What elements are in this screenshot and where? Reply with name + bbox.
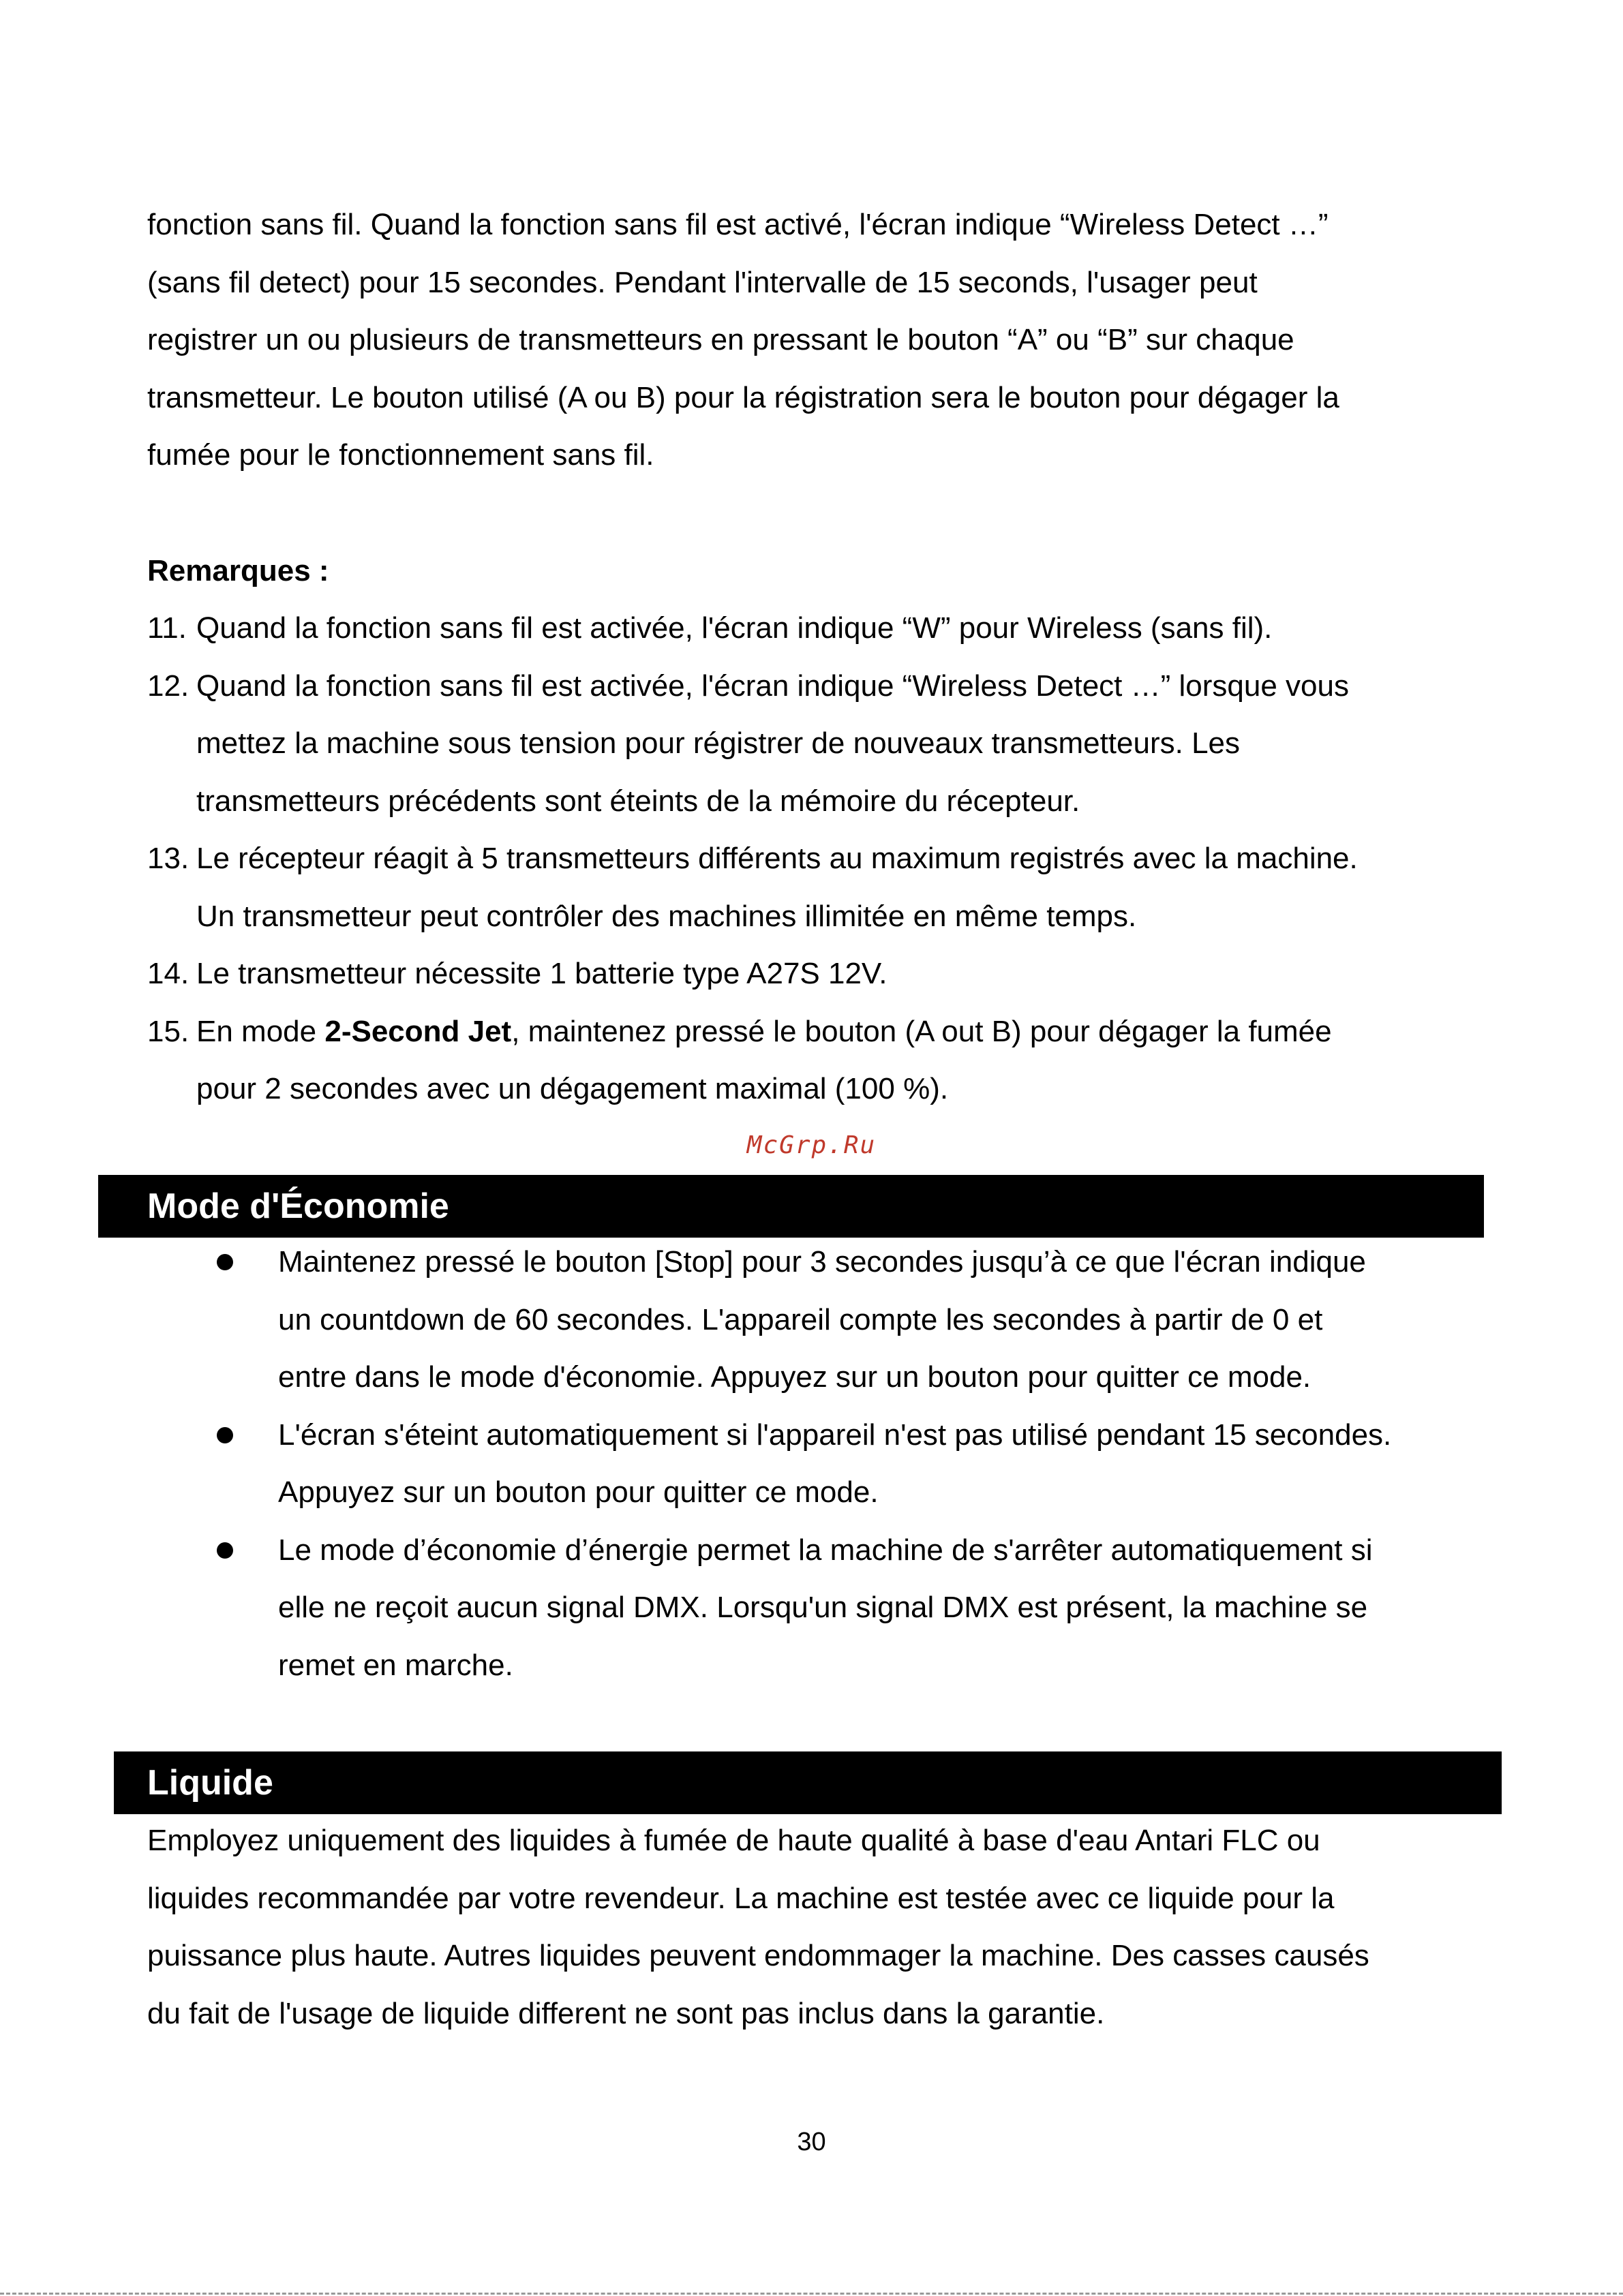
item-number: 15. bbox=[147, 1014, 189, 1048]
text-line: elle ne reçoit aucun signal DMX. Lorsqu'un signal DMX est présent, la machine se bbox=[278, 1591, 1368, 1624]
text-line: Appuyez sur un bouton pour quitter ce mode. bbox=[278, 1475, 879, 1509]
bullet-icon bbox=[217, 1254, 233, 1270]
text-line: Le transmetteur nécessite 1 batterie type A27S 12V. bbox=[196, 957, 888, 990]
remarks-list bbox=[147, 600, 1511, 1118]
bullet-item bbox=[147, 1522, 1511, 1695]
text-line: entre dans le mode d'économie. Appuyez sur un bouton pour quitter ce mode. bbox=[278, 1360, 1311, 1394]
text-line: Un transmetteur peut contrôler des machines illimitée en même temps. bbox=[196, 899, 1137, 933]
text-line: fonction sans fil. Quand la fonction sans fil est activé, l'écran indique “Wireless Detect …” bbox=[147, 208, 1329, 241]
text-line: L'écran s'éteint automatiquement si l'appareil n'est pas utilisé pendant 15 secondes. bbox=[278, 1418, 1392, 1452]
text-line: remet en marche. bbox=[278, 1648, 513, 1682]
bullet-icon bbox=[217, 1427, 233, 1443]
list-item bbox=[147, 945, 1511, 1003]
watermark: McGrp.Ru bbox=[746, 1131, 877, 1159]
item-number: 11. bbox=[147, 611, 187, 645]
text-line: puissance plus haute. Autres liquides peuvent endommager la machine. Des casses causés bbox=[147, 1939, 1369, 1972]
list-item bbox=[147, 600, 1511, 658]
list-item bbox=[147, 1003, 1511, 1118]
text-line: Quand la fonction sans fil est activée, l'écran indique “Wireless Detect …” lorsque vous bbox=[196, 669, 1349, 703]
item-number: 14. bbox=[147, 957, 189, 990]
intro-paragraph bbox=[147, 196, 1504, 485]
economy-bullet-list bbox=[147, 1234, 1511, 1694]
text-line: fumée pour le fonctionnement sans fil. bbox=[147, 438, 654, 472]
text-line bbox=[196, 1003, 1511, 1061]
list-item bbox=[147, 830, 1511, 945]
text-line: transmetteurs précédents sont éteints de la mémoire du récepteur. bbox=[196, 784, 1080, 818]
page-bottom-rule bbox=[0, 2293, 1623, 2295]
text-line: Employez uniquement des liquides à fumée de haute qualité à base d'eau Antari FLC ou bbox=[147, 1824, 1320, 1857]
liquid-paragraph bbox=[147, 1812, 1504, 2042]
text-line: Maintenez pressé le bouton [Stop] pour 3 secondes jusqu’à ce que l'écran indique bbox=[278, 1245, 1366, 1279]
text-line: transmetteur. Le bouton utilisé (A ou B) pour la régistration sera le bouton pour dégager la bbox=[147, 380, 1339, 414]
text-line: (sans fil detect) pour 15 secondes. Pendant l'intervalle de 15 seconds, l'usager peut bbox=[147, 265, 1258, 299]
bullet-item bbox=[147, 1234, 1511, 1407]
section-title: Liquide bbox=[147, 1763, 273, 1803]
text-line: pour 2 secondes avec un dégagement maximal (100 %). bbox=[196, 1072, 949, 1105]
text-line: mettez la machine sous tension pour régistrer de nouveaux transmetteurs. Les bbox=[196, 726, 1241, 760]
text-line: Le mode d’économie d’énergie permet la machine de s'arrêter automatiquement si bbox=[278, 1533, 1373, 1567]
bullet-icon bbox=[217, 1542, 233, 1559]
page-number: 30 bbox=[797, 2128, 826, 2156]
text-line: du fait de l'usage de liquide different ne sont pas inclus dans la garantie. bbox=[147, 1996, 1105, 2030]
remarks-heading: Remarques : bbox=[147, 554, 329, 587]
text-line: un countdown de 60 secondes. L'appareil compte les secondes à partir de 0 et bbox=[278, 1302, 1323, 1336]
item-number: 12. bbox=[147, 669, 189, 703]
text-prefix: En mode bbox=[196, 1014, 325, 1048]
text-line: Quand la fonction sans fil est activée, l'écran indique “W” pour Wireless (sans fil). bbox=[196, 611, 1273, 645]
section-header-liquid bbox=[114, 1751, 1502, 1814]
section-header-economy bbox=[98, 1175, 1484, 1238]
list-item bbox=[147, 658, 1511, 831]
text-line: liquides recommandée par votre revendeur. La machine est testée avec ce liquide pour la bbox=[147, 1881, 1335, 1915]
text-suffix: , maintenez pressé le bouton (A out B) pour dégager la fumée bbox=[511, 1014, 1332, 1048]
section-title: Mode d'Économie bbox=[147, 1187, 449, 1226]
item-number: 13. bbox=[147, 842, 189, 875]
bullet-item bbox=[147, 1407, 1511, 1522]
text-line: registrer un ou plusieurs de transmetteurs en pressant le bouton “A” ou “B” sur chaque bbox=[147, 323, 1294, 356]
text-line: Le récepteur réagit à 5 transmetteurs différents au maximum registrés avec la machine. bbox=[196, 842, 1358, 875]
mode-name-bold: 2-Second Jet bbox=[324, 1014, 512, 1048]
